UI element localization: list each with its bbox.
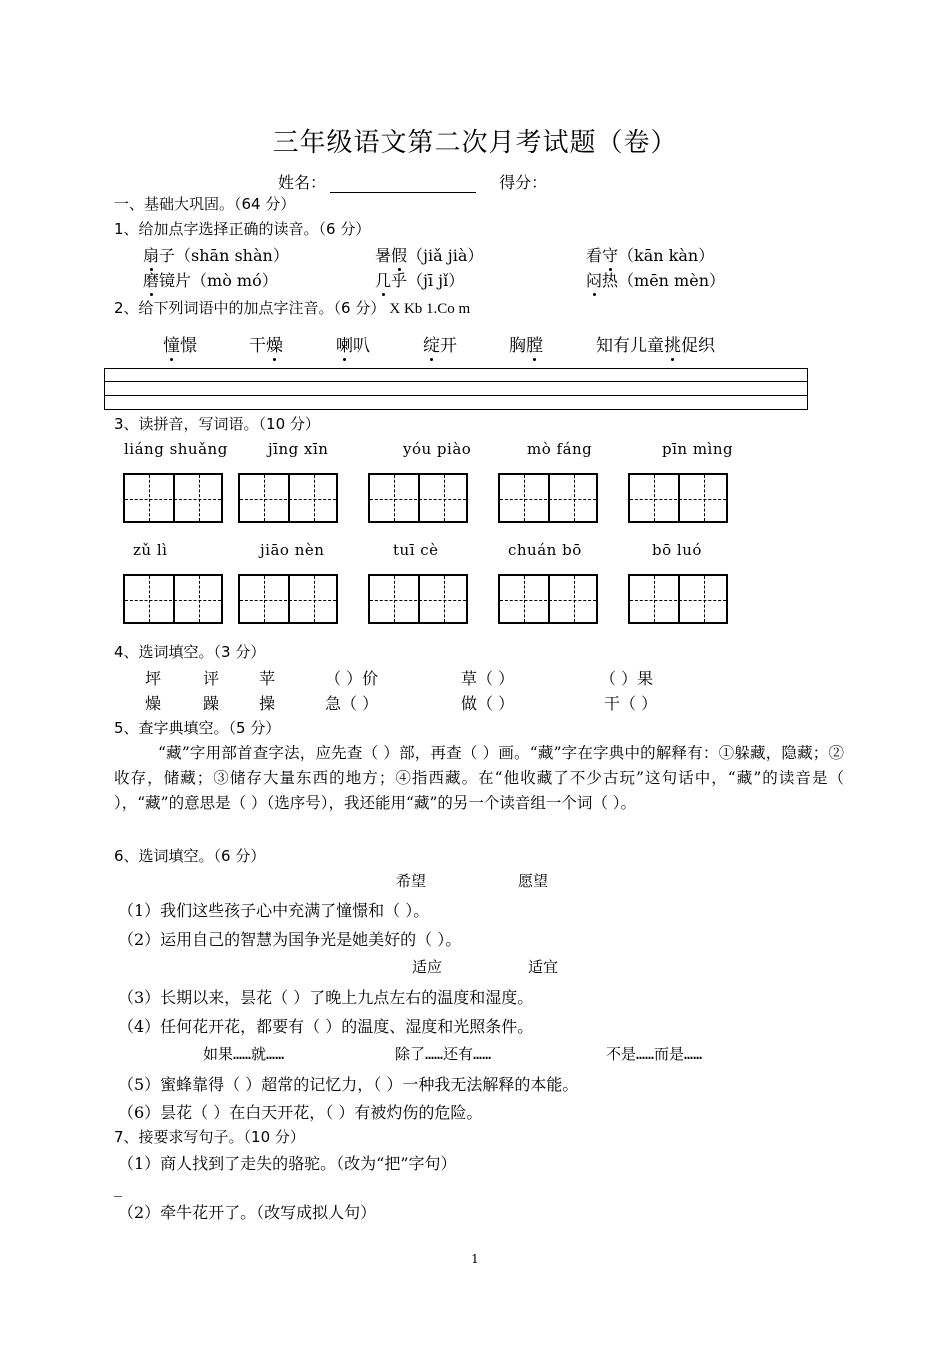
word-option: 愿望 (518, 872, 549, 890)
q4-blank[interactable]: （ ）价 (325, 669, 379, 688)
q2-word-pre: 胸 (509, 336, 526, 356)
q4-char: 苹 (259, 669, 276, 688)
dotted-char: 挑 (664, 331, 681, 356)
q1-item-text: 热（mēn mèn） (602, 271, 725, 290)
pinyin: zǔ lì (133, 541, 168, 559)
q2-heading: 2、给下列词语中的加点字注音。（6 分） (114, 299, 386, 317)
pinyin: pīn mìng (662, 440, 734, 458)
tianzige-box[interactable] (238, 473, 338, 523)
tianzige-box[interactable] (368, 574, 468, 624)
q2-word-post: 叭 (353, 336, 370, 356)
q7-heading: 7、接要求写句子。（10 分） (114, 1128, 305, 1146)
q1-item-text: （kān kàn） (618, 246, 715, 265)
q4-char: 躁 (203, 694, 220, 713)
q1-item (375, 243, 483, 266)
q4-char: 评 (203, 669, 220, 688)
q2-word (596, 331, 715, 356)
pinyin: mò fáng (527, 440, 593, 458)
q4-blank[interactable]: （ ）果 (600, 669, 654, 688)
dotted-char: 守 (602, 243, 618, 266)
pinyin: jīng xīn (268, 440, 329, 458)
pinyin: yóu piào (403, 440, 472, 458)
q5-heading: 5、查字典填空。（5 分） (114, 719, 281, 737)
tianzige-box[interactable] (123, 473, 223, 523)
q4-heading: 4、选词填空。（3 分） (114, 643, 266, 661)
dotted-char: 绽 (423, 331, 440, 356)
q1-item-text: 子（shān shàn） (159, 246, 289, 265)
q2-word (423, 331, 457, 356)
q7-answer-mark[interactable]: _ (114, 1178, 122, 1197)
name-line (278, 170, 547, 193)
q4-char: 操 (259, 694, 276, 713)
q2-word-post: 促织 (681, 336, 715, 356)
q2-heading-line (114, 297, 470, 318)
q6-heading: 6、选词填空。（6 分） (114, 847, 266, 865)
q1-item (143, 243, 289, 266)
answer-lines[interactable] (104, 368, 808, 410)
q1-item-pre: 暑 (375, 246, 392, 265)
dotted-char: 喇 (336, 331, 353, 356)
word-option: 希望 (396, 872, 427, 890)
q2-word-post: 憬 (180, 336, 197, 356)
page-number: 1 (471, 1252, 479, 1266)
tianzige-box[interactable] (498, 473, 598, 523)
dotted-char: 假 (391, 243, 407, 266)
dotted-char: 膛 (526, 331, 543, 356)
q1-item-text: 乎（jī jǐ） (391, 271, 465, 290)
q4-blank[interactable]: 急（ ） (325, 694, 379, 713)
tianzige-box[interactable] (498, 574, 598, 624)
q1-item-pre: 看 (586, 246, 603, 265)
q3-heading: 3、读拼音，写词语。（10 分） (114, 415, 320, 433)
name-label: 姓名： (278, 173, 327, 192)
tianzige-box[interactable] (238, 574, 338, 624)
q1-heading: 1、给加点字选择正确的读音。（6 分） (114, 220, 371, 238)
part1-heading: 一、基础大巩固。（64 分） (114, 195, 296, 213)
q5-paragraph: “藏”字用部首查字法，应先查（ ）部，再查（ ）画。“藏”字在字典中的解释有：①躲藏，隐藏；②收存，储藏；③储存大量东西的地方；④指西藏。在“他收藏了不少古玩”这句话中，“藏”的读音是（ ），“藏”的意思是（ ）（选序号），我还能用“藏”的另一个读音组一个词（ ）。 (114, 744, 844, 812)
q1-item (375, 268, 464, 291)
tianzige-box[interactable] (368, 473, 468, 523)
tianzige-box[interactable] (628, 574, 728, 624)
q1-item (586, 243, 714, 266)
watermark-text: X Kb 1.Co m (389, 301, 471, 317)
answer-line (105, 395, 807, 396)
q1-item (143, 268, 278, 291)
pinyin: jiāo nèn (260, 541, 325, 559)
word-option: 适应 (412, 958, 443, 976)
q1-item (586, 268, 725, 291)
score-label: 得分： (499, 173, 548, 192)
tianzige-box[interactable] (628, 473, 728, 523)
dotted-char: 磨 (143, 268, 159, 291)
word-option: 适宜 (528, 958, 559, 976)
q2-word (509, 331, 543, 356)
q6-sentence: （1）我们这些孩子心中充满了憧憬和（ ）。 (118, 901, 430, 920)
q2-word (163, 331, 197, 356)
name-blank[interactable] (330, 176, 476, 193)
q7-sentence: （2）牵牛花开了。（改写成拟人句） (118, 1203, 377, 1222)
dotted-char: 闷 (586, 268, 602, 291)
q4-blank[interactable]: 做（ ） (461, 694, 515, 713)
pinyin: liáng shuǎng (124, 440, 228, 458)
page-title: 三年级语文第二次月考试题（卷） (272, 128, 678, 158)
dotted-char: 扇 (143, 243, 159, 266)
q6-sentence: （5）蜜蜂靠得（ ）超常的记忆力，（ ）一种我无法解释的本能。 (118, 1075, 579, 1094)
tianzige-box[interactable] (123, 574, 223, 624)
q4-blank[interactable]: 干（ ） (604, 694, 658, 713)
q4-char: 坪 (145, 669, 162, 688)
q6-sentence: （3）长期以来，昙花（ ）了晚上九点左右的温度和湿度。 (118, 988, 534, 1007)
q6-sentence: （2）运用自己的智慧为国争光是她美好的（ ）。 (118, 930, 462, 949)
q2-word (336, 331, 370, 356)
pinyin: chuán bō (508, 541, 582, 559)
q2-word-pre: 知有儿童 (596, 336, 664, 356)
q1-item-text: （jiǎ jià） (407, 246, 484, 265)
dotted-char: 憧 (163, 331, 180, 356)
answer-line (105, 381, 807, 382)
q2-word-pre: 干 (249, 336, 266, 356)
word-option: 除了……还有…… (395, 1045, 492, 1063)
q7-sentence: （1）商人找到了走失的骆驼。（改为“把”字句） (118, 1154, 457, 1173)
word-option: 不是……而是…… (606, 1045, 703, 1063)
q1-item-text: 镜片（mò mó） (159, 271, 278, 290)
q6-sentence: （4）任何花开花，都要有（ ）的温度、湿度和光照条件。 (118, 1017, 534, 1036)
word-option: 如果……就…… (203, 1045, 285, 1063)
dotted-char: 燥 (266, 331, 283, 356)
q4-blank[interactable]: 草（ ） (461, 669, 515, 688)
pinyin: bō luó (652, 541, 702, 559)
pinyin: tuī cè (393, 541, 439, 559)
q6-sentence: （6）昙花（ ）在白天开花，（ ）有被灼伤的危险。 (118, 1103, 483, 1122)
q2-word (249, 331, 283, 356)
q4-char: 燥 (145, 694, 162, 713)
dotted-char: 几 (375, 268, 391, 291)
q2-word-post: 开 (440, 336, 457, 356)
